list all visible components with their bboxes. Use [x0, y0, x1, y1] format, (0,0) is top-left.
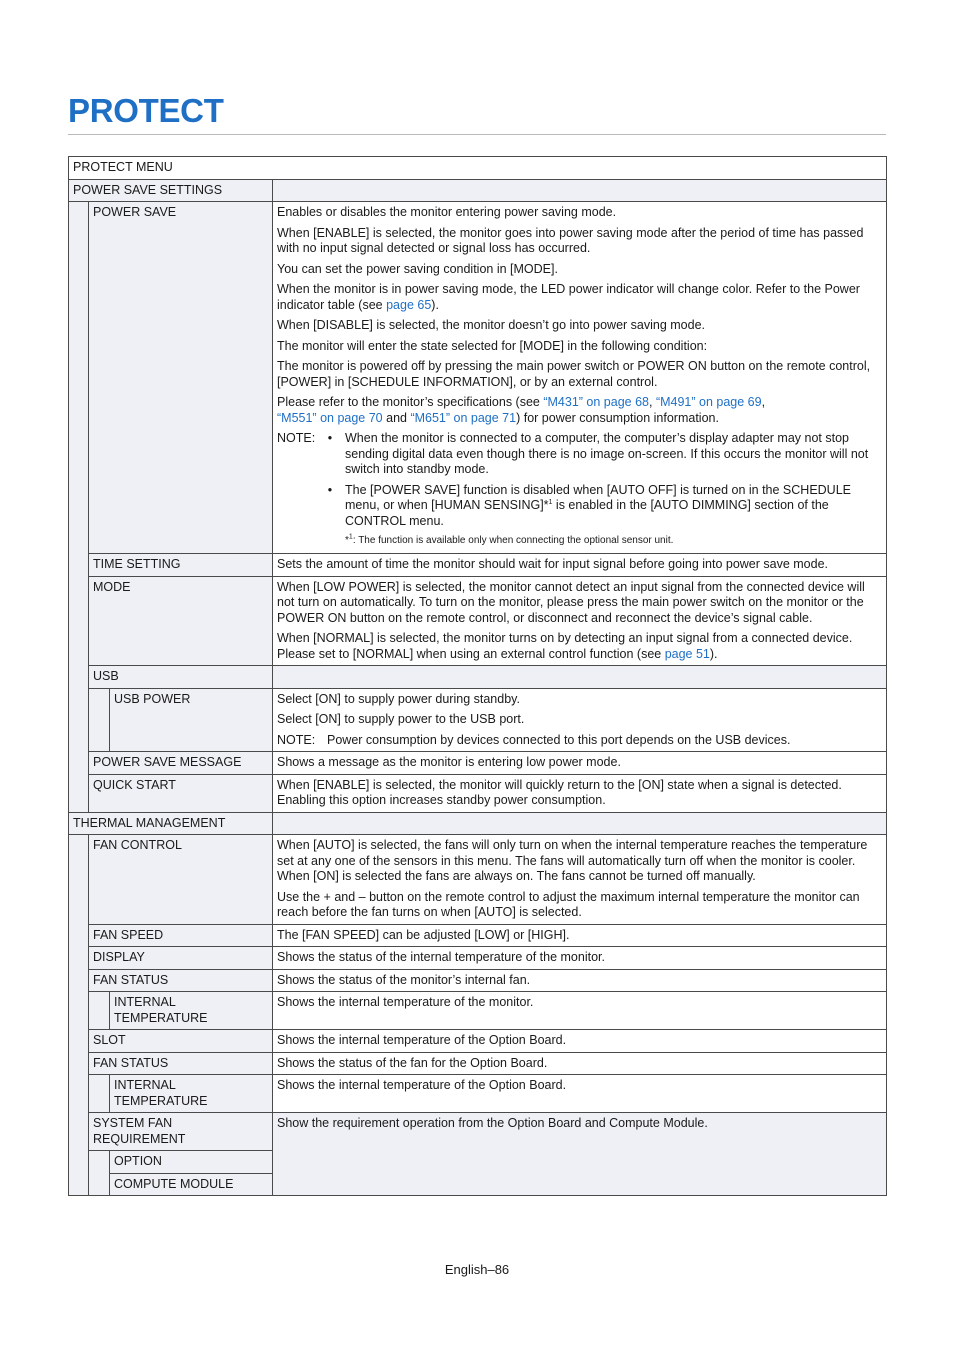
m491-link[interactable]: “M491” on page 69: [655, 395, 762, 409]
label-line: SYSTEM FAN: [93, 1116, 173, 1130]
note-block: [277, 431, 882, 547]
text-span: ,: [648, 395, 656, 409]
indent-spacer: [69, 576, 89, 666]
mode-desc: [273, 576, 887, 666]
m651-link[interactable]: “M651” on page 71: [410, 410, 517, 425]
internal-temperature-label: [110, 992, 273, 1030]
table-row-slot: [69, 1030, 887, 1053]
usb-power-label: USB POWER: [110, 688, 273, 752]
text-span: ).: [431, 297, 439, 312]
text-span: The [POWER SAVE] function is disabled when [AUTO OFF] is turned on in the SCHEDULE menu, or when [HUMAN SENSING]*: [345, 482, 851, 512]
protect-menu-table: [68, 156, 887, 1196]
fan-speed-desc: The [FAN SPEED] can be adjusted [LOW] or [HIGH].: [273, 924, 887, 947]
power-save-message-desc: Shows a message as the monitor is entering low power mode.: [273, 752, 887, 775]
note-text: Power consumption by devices connected to this port depends on the USB devices.: [327, 732, 791, 747]
indent-spacer: [69, 924, 89, 947]
title-divider: [68, 134, 886, 135]
text-span: is enabled in the [AUTO DIMMING] section of the CONTROL menu.: [345, 498, 829, 528]
note-bullet: [315, 431, 882, 478]
indent-spacer: [69, 1075, 89, 1113]
description-text: Select [ON] to supply power to the USB port.: [277, 712, 525, 726]
display-desc: Shows the status of the internal temperature of the monitor.: [273, 947, 887, 970]
note-label: NOTE:: [277, 431, 316, 445]
fan-status-desc: Shows the status of the monitor’s internal fan.: [273, 969, 887, 992]
table-row-power-save: [69, 202, 887, 554]
text-span: When the monitor is in power saving mode, the LED power indicator will change color. Refer to the Power indicator table (see: [277, 282, 860, 312]
table-row-display: [69, 947, 887, 970]
text-span: ).: [709, 646, 718, 661]
system-fan-requirement-label: [89, 1113, 273, 1151]
indent-spacer: [69, 1113, 89, 1196]
text-span: and: [382, 410, 411, 425]
bullet-icon: •: [327, 431, 333, 445]
text-span: Please refer to the monitor’s specifications (see: [277, 395, 544, 409]
indent-spacer: [89, 688, 110, 752]
mode-label: MODE: [89, 576, 273, 666]
description-text: The monitor will enter the state selected for [MODE] in the following condition:: [277, 338, 708, 353]
table-row-quick-start: [69, 774, 887, 812]
indent-spacer: [89, 1151, 110, 1174]
description-text: When [DISABLE] is selected, the monitor doesn’t go into power saving mode.: [277, 318, 706, 332]
indent-spacer: [69, 1052, 89, 1075]
note-body: [315, 431, 882, 547]
table-row-system-fan-requirement: [69, 1113, 887, 1151]
m431-link[interactable]: “M431” on page 68: [543, 395, 649, 409]
fan-control-label: FAN CONTROL: [89, 835, 273, 925]
thermal-management-desc: [273, 812, 887, 835]
power-save-message-label: POWER SAVE MESSAGE: [89, 752, 273, 775]
bullet-icon: •: [327, 482, 333, 497]
footnote-mark: *: [345, 535, 349, 546]
option-label: OPTION: [110, 1151, 273, 1174]
note-bullet: [315, 483, 882, 530]
fan-status-label: FAN STATUS: [89, 969, 273, 992]
label-line: TEMPERATURE: [114, 1010, 208, 1025]
label-line: TEMPERATURE: [114, 1093, 208, 1108]
page-51-link[interactable]: page 51: [664, 646, 710, 661]
page-title: PROTECT: [68, 92, 224, 129]
footnote: [315, 534, 882, 547]
description-text: Use the + and – button on the remote control to adjust the maximum internal temperature the monitor can reach before the fan turns on when [AUTO] is selected.: [277, 889, 860, 919]
power-save-label: POWER SAVE: [89, 202, 273, 554]
indent-spacer: [69, 969, 89, 992]
page-number: English–86: [444, 1262, 510, 1277]
page-65-link[interactable]: page 65: [386, 297, 432, 312]
menu-header-cell: [69, 157, 887, 180]
usb-label: USB: [89, 666, 273, 689]
usb-desc: [273, 666, 887, 689]
indent-spacer: [89, 1075, 110, 1113]
table-row-internal-temperature: [69, 1075, 887, 1113]
fan-control-desc: [273, 835, 887, 925]
note-label: NOTE:: [277, 732, 316, 747]
slot-label: SLOT: [89, 1030, 273, 1053]
time-setting-label: TIME SETTING: [89, 554, 273, 577]
table-row-protect-menu: [69, 157, 887, 180]
indent-spacer: [69, 554, 89, 577]
table-row-fan-speed: [69, 924, 887, 947]
footnote-ref: 1: [548, 498, 553, 506]
indent-spacer: [69, 774, 89, 812]
table-row-power-save-message: [69, 752, 887, 775]
indent-spacer: [69, 202, 89, 554]
table-row-internal-temperature: [69, 992, 887, 1030]
menu-header-label: PROTECT MENU: [73, 160, 173, 174]
power-save-settings-desc: [273, 179, 887, 202]
thermal-management-label: THERMAL MANAGEMENT: [69, 812, 273, 835]
table-row-fan-status: [69, 1052, 887, 1075]
footnote-sup: 1: [348, 533, 353, 541]
internal-temperature-desc: Shows the internal temperature of the monitor.: [273, 992, 887, 1030]
description-text: You can set the power saving condition in [MODE].: [277, 261, 558, 276]
indent-spacer: [69, 752, 89, 775]
table-row-usb: [69, 666, 887, 689]
compute-module-label: COMPUTE MODULE: [110, 1173, 273, 1196]
internal-temperature-desc: Shows the internal temperature of the Option Board.: [273, 1075, 887, 1113]
description-text: [277, 282, 882, 313]
quick-start-desc: When [ENABLE] is selected, the monitor will quickly return to the [ON] state when a signal is detected. Enabling this option increases standby power consumption.: [273, 774, 887, 812]
indent-spacer: [69, 688, 89, 752]
bullet-text: When the monitor is connected to a computer, the computer’s display adapter may not stop sending digital data even though there is no image on-screen. If this occurs the monitor will not switch into standby mode.: [345, 431, 869, 476]
power-save-settings-label: POWER SAVE SETTINGS: [69, 179, 273, 202]
note-block: [277, 733, 882, 749]
label-line: INTERNAL: [114, 1078, 176, 1092]
table-row-usb-power: [69, 688, 887, 752]
fan-status-label: FAN STATUS: [89, 1052, 273, 1075]
text-span: When [NORMAL] is selected, the monitor turns on by detecting an input signal from a connected device. Please set to [NORMAL] when using an external control function (see: [277, 631, 853, 661]
description-text: [277, 395, 882, 426]
table-row-mode: [69, 576, 887, 666]
display-label: DISPLAY: [89, 947, 273, 970]
fan-status-desc: Shows the status of the fan for the Option Board.: [273, 1052, 887, 1075]
table-row-time-setting: [69, 554, 887, 577]
description-text: When [LOW POWER] is selected, the monitor cannot detect an input signal from the connected device will not turn on automatically. To turn on the monitor, please press the main power switch on the monitor or the POWER ON button on the remote control, or disconnect and reconnect the device’s signal cable.: [277, 579, 865, 625]
indent-spacer: [89, 992, 110, 1030]
table-row-power-save-settings: [69, 179, 887, 202]
power-save-desc: [273, 202, 887, 554]
internal-temperature-label: [110, 1075, 273, 1113]
m551-link[interactable]: “M551” on page 70: [277, 410, 383, 425]
text-span: ) for power consumption information.: [516, 410, 719, 425]
table-row-thermal-management: [69, 812, 887, 835]
indent-spacer: [69, 947, 89, 970]
system-fan-requirement-desc: Show the requirement operation from the Option Board and Compute Module.: [273, 1113, 887, 1196]
label-line: REQUIREMENT: [93, 1131, 186, 1146]
indent-spacer: [89, 1173, 110, 1196]
indent-spacer: [69, 1030, 89, 1053]
description-text: Select [ON] to supply power during standby.: [277, 691, 520, 706]
indent-spacer: [69, 835, 89, 925]
time-setting-desc: Sets the amount of time the monitor should wait for input signal before going into power save mode.: [273, 554, 887, 577]
slot-desc: Shows the internal temperature of the Option Board.: [273, 1030, 887, 1053]
description-text: [277, 631, 882, 662]
description-text: When [ENABLE] is selected, the monitor goes into power saving mode after the period of time has passed with no input signal detected or signal loss has occurred.: [277, 225, 864, 255]
text-span: ,: [761, 395, 766, 409]
table-row-fan-control: [69, 835, 887, 925]
footnote-text: : The function is available only when connecting the optional sensor unit.: [352, 535, 674, 546]
description-text: When [AUTO] is selected, the fans will only turn on when the internal temperature reaches the temperature set at any one of the sensors in this menu. The fans will automatically turn off when the monitor is cooler. When [ON] is selected the fans are always on. The fans cannot be turned off manually.: [277, 838, 868, 883]
bullet-text: [345, 483, 882, 530]
indent-spacer: [69, 666, 89, 689]
table-row-fan-status: [69, 969, 887, 992]
fan-speed-label: FAN SPEED: [89, 924, 273, 947]
label-line: INTERNAL: [114, 995, 176, 1009]
description-text: Enables or disables the monitor entering power saving mode.: [277, 205, 617, 219]
description-text: The monitor is powered off by pressing the main power switch or POWER ON button on the remote control, [POWER] in [SCHEDULE INFORMATION], or by an external control.: [277, 359, 871, 389]
quick-start-label: QUICK START: [89, 774, 273, 812]
indent-spacer: [69, 992, 89, 1030]
usb-power-desc: [273, 688, 887, 752]
